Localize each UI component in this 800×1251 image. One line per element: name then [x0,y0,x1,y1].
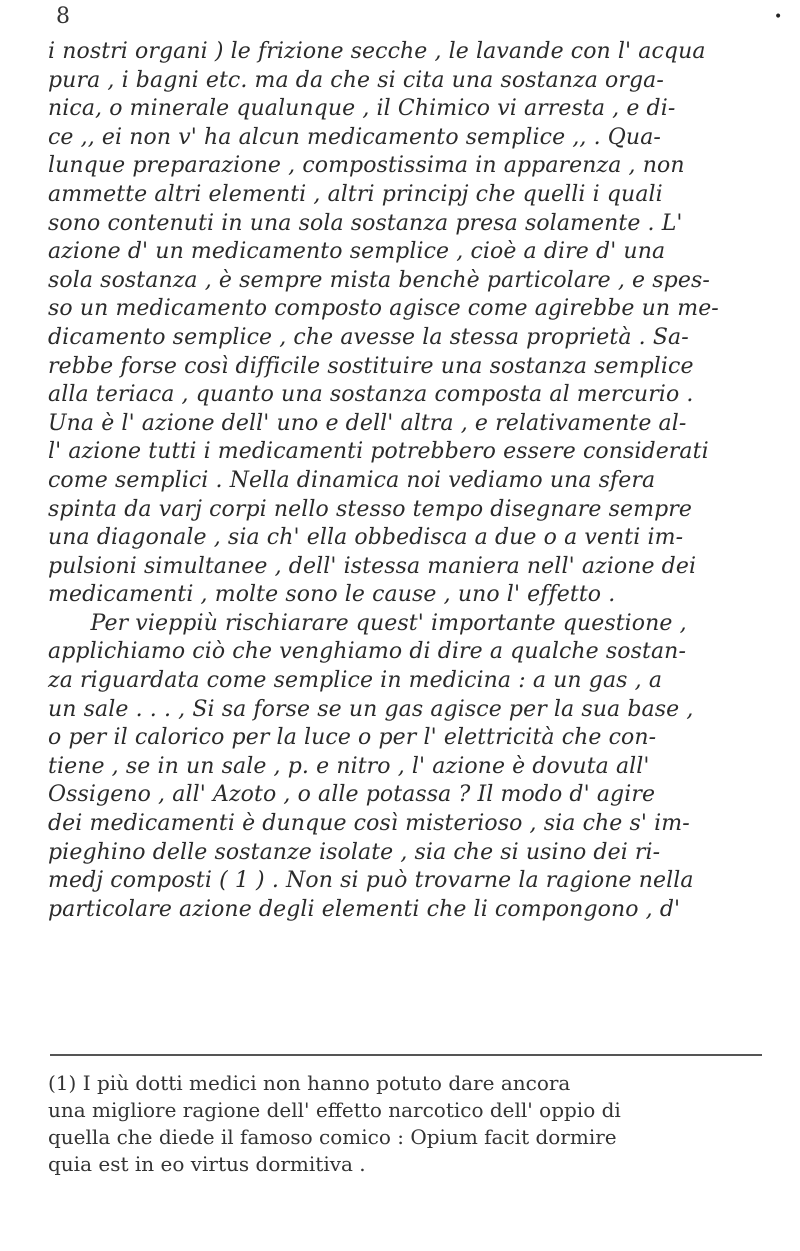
text-line: lunque preparazione , compostissima in apparenza , non [48,153,685,179]
footnote-separator [50,1054,762,1056]
text-line: so un medicamento composto agisce come agirebbe un me- [48,296,719,322]
text-line: un sale . . . , Si sa forse se un gas agisce per la sua base , [48,696,694,722]
footnote-line: quia est in eo virtus dormitiva . [48,1152,366,1176]
text-line: pulsioni simultanee , dell' istessa maniera nell' azione dei [48,553,697,579]
footnote-line: quella che diede il famoso comico : Opium facit dormire [48,1125,617,1149]
text-line: medj composti ( 1 ) . Non si può trovarne la ragione nella [48,868,694,894]
text-line: l' azione tutti i medicamenti potrebbero essere considerati [48,439,709,465]
text-line: za riguardata come semplice in medicina : a un gas , a [48,668,663,694]
main-text-block [48,38,772,924]
text-line: dei medicamenti è dunque così misterioso , sia che s' im- [48,811,690,837]
text-line: nica, o minerale qualunque , il Chimico vi arresta , e di- [48,96,676,122]
text-line: Una è l' azione dell' uno e dell' altra , e relativamente al- [48,410,687,436]
text-line: Ossigeno , all' Azoto , o alle potassa ? Il modo d' agire [48,782,656,808]
text-line: alla teriaca , quanto una sostanza composta al mercurio . [48,382,694,408]
text-line: ammette altri elementi , altri principj che quelli i quali [48,181,663,207]
text-line: pieghino delle sostanze isolate , sia che si usino dei ri- [48,839,661,865]
text-line: i nostri organi ) le frizione secche , le lavande con l' acqua [48,39,706,64]
footnote-line: (1) I più dotti medici non hanno potuto dare ancora [48,1071,571,1095]
text-line: dicamento semplice , che avesse la stessa proprietà . Sa- [48,324,689,350]
text-line: una diagonale , sia ch' ella obbedisca a due o a venti im- [48,525,684,551]
text-line: come semplici . Nella dinamica noi vediamo una sfera [48,467,656,493]
text-line: tiene , se in un sale , p. e nitro , l' azione è dovuta all' [48,753,650,779]
text-line: rebbe forse così difficile sostituire una sostanza semplice [48,353,694,379]
page-number: 8 [56,4,70,29]
footnote-line: una migliore ragione dell' effetto narcotico dell' oppio di [48,1098,621,1122]
text-line: applichiamo ciò che venghiamo di dire a qualche sostan- [48,639,686,665]
text-line: o per il calorico per la luce o per l' elettricità che con- [48,725,657,751]
text-line: sono contenuti in una sola sostanza presa solamente . L' [48,210,683,236]
text-line: ce ,, ei non v' ha alcun medicamento semplice ,, . Qua- [48,124,661,150]
text-line: medicamenti , molte sono le cause , uno l' effetto . [48,582,616,608]
text-line: particolare azione degli elementi che li compongono , d' [48,896,681,922]
footnote [48,1070,772,1178]
text-line: Per vieppiù rischiarare quest' importante questione , [48,610,687,636]
text-line: spinta da varj corpi nello stesso tempo disegnare sempre [48,496,693,522]
printer-mark: • [774,9,783,25]
text-line: pura , i bagni etc. ma da che si cita una sostanza orga- [48,67,664,93]
text-line: sola sostanza , è sempre mista benchè particolare , e spes- [48,267,710,293]
text-line: azione d' un medicamento semplice , cioè a dire d' una [48,239,666,265]
